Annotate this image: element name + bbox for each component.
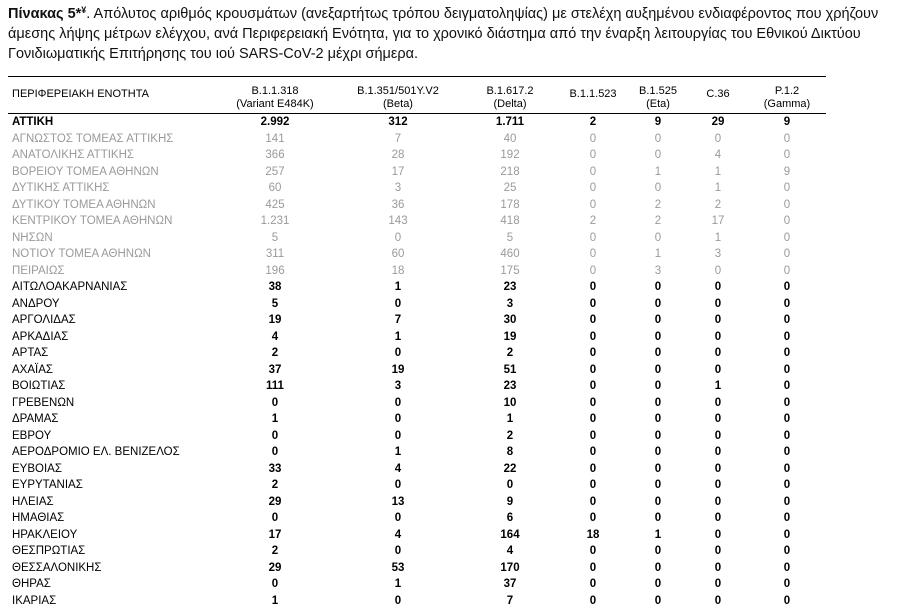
count-cell: 0 [654, 363, 662, 376]
count-cell: 0 [589, 363, 597, 376]
table-row [8, 527, 826, 544]
column-header: C.36 [688, 77, 748, 114]
count-cell: 0 [271, 512, 279, 524]
region-name-cell: ΘΗΡΑΣ [12, 578, 51, 590]
count-cell: 19 [391, 363, 405, 376]
count-cell: 0 [654, 132, 662, 145]
count-cell: 0 [783, 198, 791, 211]
count-cell: 40 [503, 132, 517, 145]
count-cell: 0 [654, 413, 662, 425]
count-cell: 0 [654, 446, 662, 458]
count-cell: 6 [506, 512, 514, 524]
region-name-cell: ΕΥΒΟΙΑΣ [12, 462, 62, 475]
count-cell: 0 [394, 413, 402, 425]
region-name-cell: ΙΚΑΡΙΑΣ [12, 594, 57, 607]
count-cell: 37 [503, 578, 517, 590]
count-cell: 141 [265, 132, 285, 145]
count-cell: 0 [394, 479, 402, 491]
count-cell: 1 [394, 330, 402, 343]
count-cell: 178 [500, 198, 520, 211]
count-cell: 0 [714, 446, 722, 458]
count-cell: 0 [783, 330, 791, 343]
count-cell: 0 [271, 429, 279, 442]
count-cell: 0 [783, 314, 791, 326]
count-cell: 0 [654, 429, 662, 442]
count-cell: 0 [589, 198, 597, 211]
count-cell: 312 [388, 116, 408, 128]
count-cell: 425 [265, 198, 285, 211]
table-row [8, 312, 826, 329]
count-cell: 0 [589, 231, 597, 244]
region-name-cell: ΘΕΣΠΡΩΤΙΑΣ [12, 545, 86, 557]
count-cell: 18 [391, 264, 405, 277]
region-name-cell: ΔΥΤΙΚΗΣ ΑΤΤΙΚΗΣ [12, 182, 110, 194]
region-name-cell: ΑΡΓΟΛΙΔΑΣ [12, 314, 76, 326]
table-row [8, 279, 826, 296]
count-cell: 0 [783, 462, 791, 475]
table-row [8, 345, 826, 362]
count-cell: 0 [783, 363, 791, 376]
count-cell: 23 [503, 281, 517, 293]
count-cell: 4 [394, 462, 402, 475]
region-name-cell: ΗΡΑΚΛΕΙΟΥ [12, 528, 78, 541]
count-cell: 10 [503, 396, 517, 409]
count-cell: 0 [783, 446, 791, 458]
count-cell: 0 [783, 495, 791, 508]
count-cell: 0 [714, 578, 722, 590]
count-cell: 0 [394, 231, 402, 244]
count-cell: 0 [589, 248, 597, 260]
count-cell: 0 [714, 545, 722, 557]
count-cell: 0 [394, 396, 402, 409]
count-cell: 29 [711, 116, 725, 128]
count-cell: 0 [783, 413, 791, 425]
table-row [8, 362, 826, 379]
column-header: P.1.2 (Gamma) [748, 77, 826, 114]
count-cell: 0 [271, 578, 279, 590]
count-cell: 0 [654, 479, 662, 491]
table-row [8, 428, 826, 445]
count-cell: 175 [500, 264, 520, 277]
count-cell: 0 [714, 264, 722, 277]
count-cell: 9 [506, 495, 514, 508]
region-name-cell: ΑΧΑΪΑΣ [12, 363, 53, 376]
count-cell: 30 [503, 314, 517, 326]
count-cell: 17 [391, 165, 405, 178]
count-cell: 38 [268, 281, 282, 293]
variants-table [8, 76, 826, 609]
count-cell: 60 [268, 182, 282, 194]
count-cell: 0 [394, 347, 402, 359]
count-cell: 0 [394, 429, 402, 442]
count-cell: 0 [654, 314, 662, 326]
table-row [8, 329, 826, 346]
region-name-cell: ΒΟΡΕΙΟΥ ΤΟΜΕΑ ΑΘΗΝΩΝ [12, 165, 159, 178]
count-cell: 111 [266, 380, 284, 392]
count-cell: 1 [714, 182, 722, 194]
region-name-cell: ΒΟΙΩΤΙΑΣ [12, 380, 66, 392]
count-cell: 17 [711, 215, 725, 227]
count-cell: 0 [714, 297, 722, 310]
count-cell: 0 [783, 281, 791, 293]
count-cell: 0 [783, 149, 791, 161]
count-cell: 1 [394, 578, 402, 590]
region-name-cell: ΝΟΤΙΟΥ ΤΟΜΕΑ ΑΘΗΝΩΝ [12, 248, 151, 260]
table-row [8, 494, 826, 511]
count-cell: 460 [500, 248, 520, 260]
count-cell: 0 [654, 512, 662, 524]
count-cell: 3 [714, 248, 722, 260]
count-cell: 0 [783, 512, 791, 524]
count-cell: 0 [654, 380, 662, 392]
column-header: B.1.525 (Eta) [628, 77, 688, 114]
count-cell: 1 [394, 281, 402, 293]
count-cell: 0 [589, 314, 597, 326]
count-cell: 1 [506, 413, 514, 425]
count-cell: 0 [654, 396, 662, 409]
region-name-cell: ΗΛΕΙΑΣ [12, 495, 54, 508]
count-cell: 0 [783, 215, 791, 227]
table-row [8, 131, 826, 148]
table-row [8, 411, 826, 428]
region-name-cell: ΑΙΤΩΛΟΑΚΑΡΝΑΝΙΑΣ [12, 281, 128, 293]
count-cell: 0 [589, 396, 597, 409]
count-cell: 9 [654, 116, 662, 128]
region-name-cell: ΔΡΑΜΑΣ [12, 413, 59, 425]
count-cell: 0 [589, 347, 597, 359]
table-row [8, 230, 826, 247]
count-cell: 8 [506, 446, 514, 458]
count-cell: 0 [589, 165, 597, 178]
count-cell: 0 [714, 413, 722, 425]
count-cell: 2 [271, 479, 279, 491]
count-cell: 5 [271, 297, 279, 310]
count-cell: 19 [503, 330, 517, 343]
count-cell: 9 [783, 165, 791, 178]
table-caption [8, 4, 894, 64]
count-cell: 1 [714, 231, 722, 244]
table-row [8, 395, 826, 412]
table-row [8, 576, 826, 593]
table-row [8, 477, 826, 494]
count-cell: 29 [268, 561, 282, 574]
count-cell: 0 [654, 594, 662, 607]
count-cell: 2 [271, 347, 279, 359]
count-cell: 51 [503, 363, 517, 376]
count-cell: 0 [654, 330, 662, 343]
count-cell: 0 [589, 149, 597, 161]
count-cell: 1.231 [260, 215, 290, 227]
region-name-cell: ΕΥΡΥΤΑΝΙΑΣ [12, 479, 83, 491]
count-cell: 0 [714, 132, 722, 145]
table-row [8, 543, 826, 560]
region-name-cell: ΓΡΕΒΕΝΩΝ [12, 396, 75, 409]
count-cell: 311 [265, 248, 285, 260]
count-cell: 17 [268, 528, 282, 541]
count-cell: 2 [714, 198, 722, 211]
count-cell: 0 [394, 297, 402, 310]
count-cell: 0 [654, 281, 662, 293]
count-cell: 0 [589, 132, 597, 145]
count-cell: 0 [783, 528, 791, 541]
count-cell: 0 [271, 446, 279, 458]
count-cell: 37 [268, 363, 282, 376]
count-cell: 0 [654, 231, 662, 244]
count-cell: 29 [268, 495, 282, 508]
count-cell: 4 [506, 545, 514, 557]
table-row [8, 180, 826, 197]
count-cell: 0 [714, 594, 722, 607]
count-cell: 3 [394, 182, 402, 194]
count-cell: 0 [589, 446, 597, 458]
count-cell: 3 [654, 264, 662, 277]
count-cell: 3 [394, 380, 402, 392]
count-cell: 60 [391, 248, 405, 260]
region-name-cell: ΑΡΚΑΔΙΑΣ [12, 330, 69, 343]
table-row [8, 197, 826, 214]
count-cell: 7 [506, 594, 514, 607]
count-cell: 0 [271, 396, 279, 409]
count-cell: 0 [714, 512, 722, 524]
table-row [8, 246, 826, 263]
count-cell: 0 [589, 462, 597, 475]
count-cell: 0 [654, 297, 662, 310]
caption-label: Πίνακας 5* [8, 6, 82, 22]
count-cell: 0 [783, 297, 791, 310]
count-cell: 0 [783, 380, 791, 392]
table-row [8, 593, 826, 610]
table-header-row [8, 77, 826, 114]
region-name-cell: ΘΕΣΣΑΛΟΝΙΚΗΣ [12, 561, 102, 574]
table-row [8, 263, 826, 280]
region-name-cell: ΠΕΙΡΑΙΩΣ [12, 264, 65, 277]
count-cell: 18 [586, 528, 600, 541]
region-name-cell: ΕΒΡΟΥ [12, 429, 52, 442]
region-name-cell: ΚΕΝΤΡΙΚΟΥ ΤΟΜΕΑ ΑΘΗΝΩΝ [12, 215, 173, 227]
table-row [8, 378, 826, 395]
count-cell: 0 [783, 182, 791, 194]
count-cell: 0 [589, 594, 597, 607]
count-cell: 143 [388, 215, 408, 227]
column-header: B.1.351/501Y.V2 (Beta) [334, 77, 462, 114]
count-cell: 0 [589, 281, 597, 293]
count-cell: 9 [783, 116, 791, 128]
table-row [8, 296, 826, 313]
count-cell: 0 [714, 429, 722, 442]
column-header: B.1.1.523 [558, 77, 628, 114]
count-cell: 1 [271, 413, 279, 425]
count-cell: 2.992 [260, 116, 290, 128]
count-cell: 2 [271, 545, 279, 557]
count-cell: 257 [265, 165, 285, 178]
region-name-cell: ΑΝΑΤΟΛΙΚΗΣ ΑΤΤΙΚΗΣ [12, 149, 135, 161]
count-cell: 0 [654, 495, 662, 508]
count-cell: 164 [500, 528, 520, 541]
count-cell: 0 [714, 363, 722, 376]
count-cell: 0 [654, 545, 662, 557]
count-cell: 53 [391, 561, 405, 574]
count-cell: 0 [654, 149, 662, 161]
count-cell: 0 [783, 561, 791, 574]
count-cell: 418 [500, 215, 520, 227]
table-row [8, 114, 826, 131]
count-cell: 4 [714, 149, 722, 161]
count-cell: 0 [394, 594, 402, 607]
count-cell: 0 [714, 479, 722, 491]
count-cell: 22 [503, 462, 517, 475]
count-cell: 0 [783, 248, 791, 260]
count-cell: 0 [589, 561, 597, 574]
count-cell: 4 [394, 528, 402, 541]
count-cell: 0 [589, 578, 597, 590]
count-cell: 0 [589, 380, 597, 392]
count-cell: 0 [654, 578, 662, 590]
count-cell: 0 [589, 413, 597, 425]
count-cell: 1 [654, 248, 662, 260]
count-cell: 0 [714, 281, 722, 293]
count-cell: 0 [783, 347, 791, 359]
count-cell: 218 [500, 165, 520, 178]
count-cell: 23 [503, 380, 517, 392]
count-cell: 0 [654, 182, 662, 194]
count-cell: 0 [589, 512, 597, 524]
count-cell: 0 [714, 396, 722, 409]
count-cell: 3 [506, 297, 514, 310]
count-cell: 2 [654, 215, 662, 227]
caption-text: . Απόλυτος αριθμός κρουσμάτων (ανεξαρτήτως τρόπου δειγματοληψίας) με στελέχη αυξημένου ενδιαφέροντος που χρήζουν άμεσης λήψης μέτρων ελέγχου, ανά Περιφερειακή Ενότητα, για το χρονικό διάστημα από την έναρξη λειτουργίας του Εθνικού Δικτύου Γονιδιωματικής Επιτήρησης του ιού SARS-CoV-2 μέχρι σήμερα. [8, 6, 879, 62]
table-row [8, 444, 826, 461]
count-cell: 0 [654, 347, 662, 359]
count-cell: 0 [714, 330, 722, 343]
region-name-cell: ΑΤΤΙΚΗ [12, 116, 54, 128]
count-cell: 0 [589, 330, 597, 343]
count-cell: 0 [654, 561, 662, 574]
count-cell: 0 [714, 561, 722, 574]
region-name-cell: ΑΕΡΟΔΡΟΜΙΟ ΕΛ. ΒΕΝΙΖΕΛΟΣ [12, 446, 180, 458]
count-cell: 366 [265, 149, 285, 161]
count-cell: 1 [714, 165, 722, 178]
count-cell: 13 [391, 495, 405, 508]
count-cell: 1 [654, 528, 662, 541]
count-cell: 196 [265, 264, 285, 277]
count-cell: 2 [589, 215, 597, 227]
table-row [8, 213, 826, 230]
region-name-cell: ΗΜΑΘΙΑΣ [12, 512, 65, 524]
count-cell: 0 [783, 479, 791, 491]
count-cell: 0 [589, 264, 597, 277]
count-cell: 2 [589, 116, 597, 128]
count-cell: 0 [589, 495, 597, 508]
count-cell: 0 [714, 495, 722, 508]
count-cell: 1 [394, 446, 402, 458]
count-cell: 5 [506, 231, 514, 244]
region-name-cell: ΝΗΣΩΝ [12, 231, 53, 244]
count-cell: 7 [394, 314, 402, 326]
count-cell: 0 [589, 545, 597, 557]
count-cell: 0 [783, 132, 791, 145]
column-header: B.1.1.318 (Variant E484K) [216, 77, 334, 114]
count-cell: 19 [268, 314, 282, 326]
region-name-cell: ΑΝΔΡΟΥ [12, 297, 60, 310]
table-row [8, 147, 826, 164]
count-cell: 4 [271, 330, 279, 343]
count-cell: 0 [783, 396, 791, 409]
count-cell: 170 [500, 561, 520, 574]
region-name-cell: ΑΡΤΑΣ [12, 347, 49, 359]
count-cell: 0 [783, 429, 791, 442]
region-column-header: ΠΕΡΙΦΕΡΕΙΑΚΗ ΕΝΟΤΗΤΑ [8, 77, 216, 114]
count-cell: 0 [394, 545, 402, 557]
count-cell: 7 [394, 132, 402, 145]
table-row [8, 510, 826, 527]
count-cell: 2 [506, 347, 514, 359]
count-cell: 1 [714, 380, 722, 392]
count-cell: 25 [503, 182, 517, 194]
count-cell: 2 [654, 198, 662, 211]
count-cell: 0 [589, 479, 597, 491]
count-cell: 0 [714, 314, 722, 326]
count-cell: 1 [271, 594, 279, 607]
count-cell: 0 [783, 231, 791, 244]
count-cell: 0 [589, 182, 597, 194]
caption-superscript: ¥ [81, 5, 87, 15]
count-cell: 1.711 [495, 116, 525, 128]
table-body [8, 114, 826, 610]
count-cell: 0 [589, 429, 597, 442]
count-cell: 0 [589, 297, 597, 310]
column-header: B.1.617.2 (Delta) [462, 77, 558, 114]
count-cell: 0 [783, 578, 791, 590]
count-cell: 28 [391, 149, 405, 161]
count-cell: 0 [714, 347, 722, 359]
count-cell: 0 [654, 462, 662, 475]
count-cell: 0 [394, 512, 402, 524]
count-cell: 0 [783, 594, 791, 607]
region-name-cell: ΔΥΤΙΚΟΥ ΤΟΜΕΑ ΑΘΗΝΩΝ [12, 198, 156, 211]
count-cell: 0 [783, 264, 791, 277]
count-cell: 5 [271, 231, 279, 244]
count-cell: 1 [654, 165, 662, 178]
table-row [8, 560, 826, 577]
count-cell: 0 [714, 462, 722, 475]
count-cell: 0 [714, 528, 722, 541]
count-cell: 192 [500, 149, 520, 161]
count-cell: 2 [506, 429, 514, 442]
count-cell: 36 [391, 198, 405, 211]
region-name-cell: ΑΓΝΩΣΤΟΣ ΤΟΜΕΑΣ ΑΤΤΙΚΗΣ [12, 132, 174, 145]
table-row [8, 164, 826, 181]
count-cell: 0 [783, 545, 791, 557]
table-row [8, 461, 826, 478]
count-cell: 33 [268, 462, 282, 475]
count-cell: 0 [506, 479, 514, 491]
